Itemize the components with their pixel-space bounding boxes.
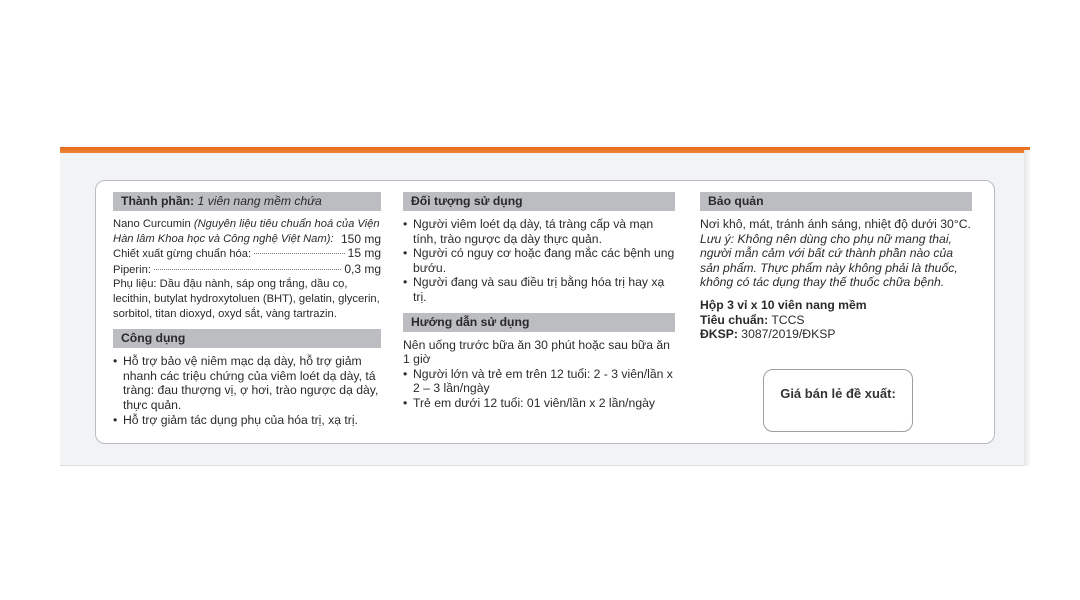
excipients-text: Phụ liệu: Dầu đậu nành, sáp ong trắng, dầu cọ, lecithin, butylat hydroxytoluen (BHT), gelatin, glycerin, sorbitol, titan dioxyd, oxyd sắt, vàng tartrazin.	[113, 278, 380, 320]
usage-list	[403, 367, 675, 411]
pack-spec: Hộp 3 vỉ x 10 viên nang mềm	[700, 297, 867, 312]
registration-line: ĐKSP: 3087/2019/ĐKSP	[700, 327, 836, 342]
list-item: • Người có nguy cơ hoặc đang mắc các bệnh ung bướu.	[403, 246, 675, 275]
ingredient-list	[113, 217, 381, 321]
list-item: • Trẻ em dưới 12 tuổi: 01 viên/lần x 2 lần/ngày	[403, 396, 675, 411]
composition-header: Thành phần: 1 viên nang mềm chứa	[113, 192, 381, 211]
ingredient-item: Nano Curcumin (Nguyên liệu tiêu chuẩn hoá của Viện Hàn lâm Khoa học và Công nghệ Việt Nam): 150 mg	[113, 218, 381, 246]
column-composition	[113, 192, 381, 427]
storage-text: Nơi khô, mát, tránh ánh sáng, nhiệt độ dưới 30°C.	[700, 217, 971, 231]
package-right-edge	[1024, 150, 1030, 466]
list-item: • Hỗ trợ bảo vệ niêm mạc dạ dày, hỗ trợ giảm nhanh các triệu chứng của viêm loét dạ dày, tá tràng: đau thượng vị, ợ hơi, trào ngược dạ dày, thực quản.	[113, 354, 381, 412]
note-text: Lưu ý: Không nên dùng cho phụ nữ mang thai, người mẫn cảm với bất cứ thành phần nào của sản phẩm. Thực phẩm này không phải là thuốc, không có tác dụng thay thế thuốc chữa bệnh.	[700, 231, 958, 290]
ingredient-item: Piperin: 0,3 mg	[113, 261, 381, 276]
ingredient-item: Chiết xuất gừng chuẩn hóa: 15 mg	[113, 246, 381, 261]
price-box	[763, 369, 913, 432]
standard-line: Tiêu chuẩn: TCCS	[700, 312, 805, 327]
list-item: • Người viêm loét dạ dày, tá tràng cấp và mạn tính, trào ngược dạ dày thực quản.	[403, 217, 675, 246]
usage-intro: Nên uống trước bữa ăn 30 phút hoặc sau bữa ăn 1 giờ	[403, 337, 670, 367]
list-item: • Người lớn và trẻ em trên 12 tuổi: 2 - 3 viên/lần x 2 – 3 lần/ngày	[403, 367, 675, 396]
target-header: Đối tượng sử dụng	[403, 192, 675, 211]
price-label: Giá bán lẻ đề xuất:	[780, 386, 896, 401]
column-storage	[700, 192, 972, 342]
storage-header: Bảo quản	[700, 192, 972, 211]
uses-header: Công dụng	[113, 329, 381, 348]
uses-list	[113, 354, 381, 427]
column-target-usage	[403, 192, 675, 411]
list-item: • Hỗ trợ giảm tác dụng phụ của hóa trị, xạ trị.	[113, 413, 381, 428]
composition-subheader: 1 viên nang mềm chứa	[197, 194, 322, 208]
target-list	[403, 217, 675, 305]
usage-header: Hướng dẫn sử dụng	[403, 313, 675, 332]
list-item: • Người đang và sau điều trị bằng hóa trị hay xạ trị.	[403, 275, 675, 304]
